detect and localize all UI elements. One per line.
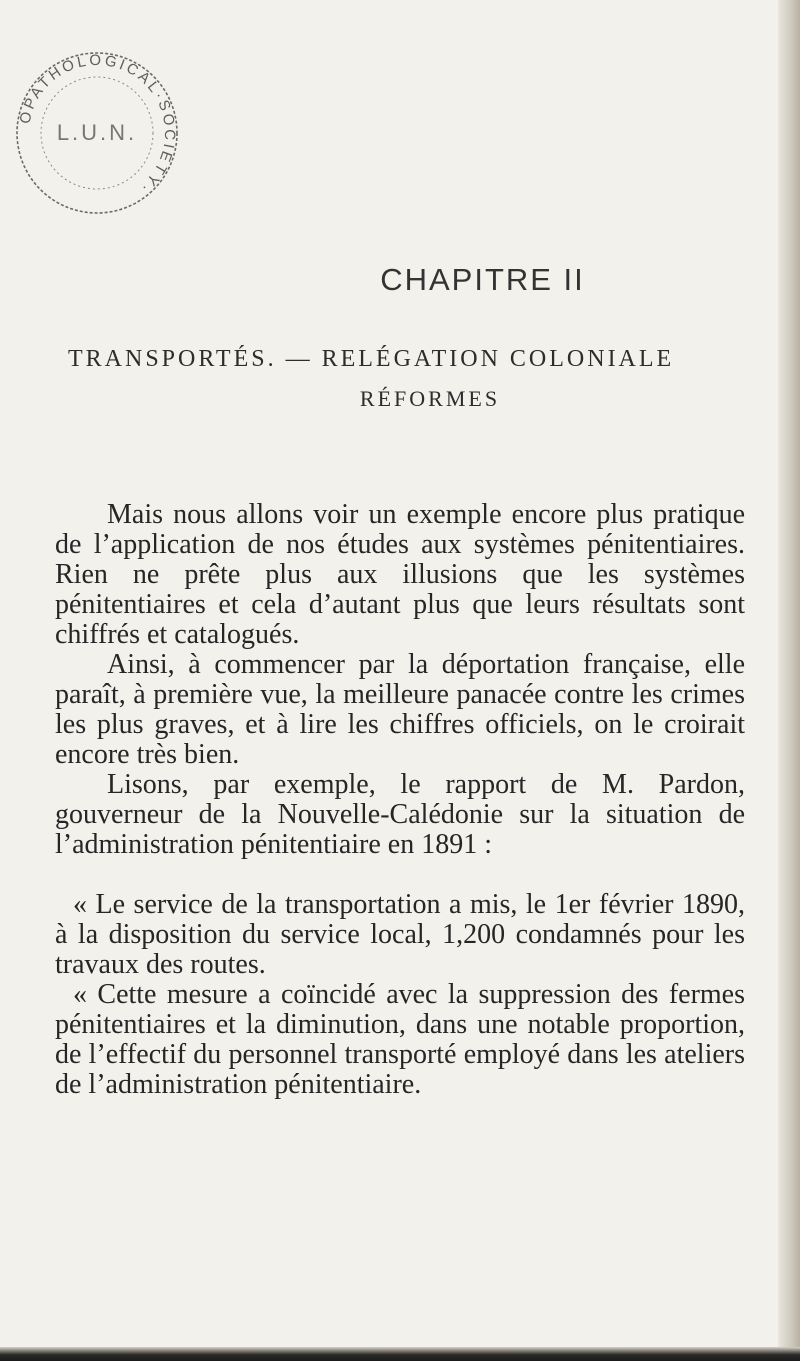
quote-paragraph: « Cette mesure a coïncidé avec la suppression des fermes pénitentiaires et la diminution, dans une notable proportion, de l’effectif du personnel transporté employé dans les ateliers de l’administration pénitentiaire. [55, 979, 745, 1100]
chapter-title: CHAPITRE II [380, 262, 585, 297]
body-text [55, 500, 745, 1100]
paragraph: Lisons, par exemple, le rapport de M. Pardon, gouverneur de la Nouvelle-Calédonie sur la situation de l’administration pénitentiaire en 1891 : [55, 769, 745, 860]
chapter-subtitle-line2: RÉFORMES [359, 386, 501, 411]
svg-text:L.U.N.: L.U.N. [56, 120, 138, 145]
library-stamp [2, 38, 192, 228]
page-edge [778, 0, 800, 1361]
page-bottom-edge [0, 1347, 800, 1361]
quote-paragraph: « Le service de la transportation a mis, le 1er février 1890, à la disposition du service local, 1,200 condamnés pour les travaux des routes. [55, 889, 745, 980]
chapter-heading [0, 262, 800, 298]
svg-text:OPATHOLOGICAL·SOCIETY·: OPATHOLOGICAL·SOCIETY· [16, 51, 179, 198]
chapter-subtitle-line1: TRANSPORTÉS. — RELÉGATION COLONIALE [68, 346, 675, 372]
paragraph: Mais nous allons voir un exemple encore plus pratique de l’application de nos études aux systèmes pénitentiaires. Rien ne prête plus aux illusions que les systèmes pénitentiaires et cela d’autant plus que leurs résultats sont chiffrés et catalogués. [55, 499, 745, 650]
stamp-seal-icon [2, 38, 192, 228]
paragraph: Ainsi, à commencer par la déportation française, elle paraît, à première vue, la meilleure panacée contre les crimes les plus graves, et à lire les chiffres officiels, on le croirait encore très bien. [55, 649, 745, 770]
